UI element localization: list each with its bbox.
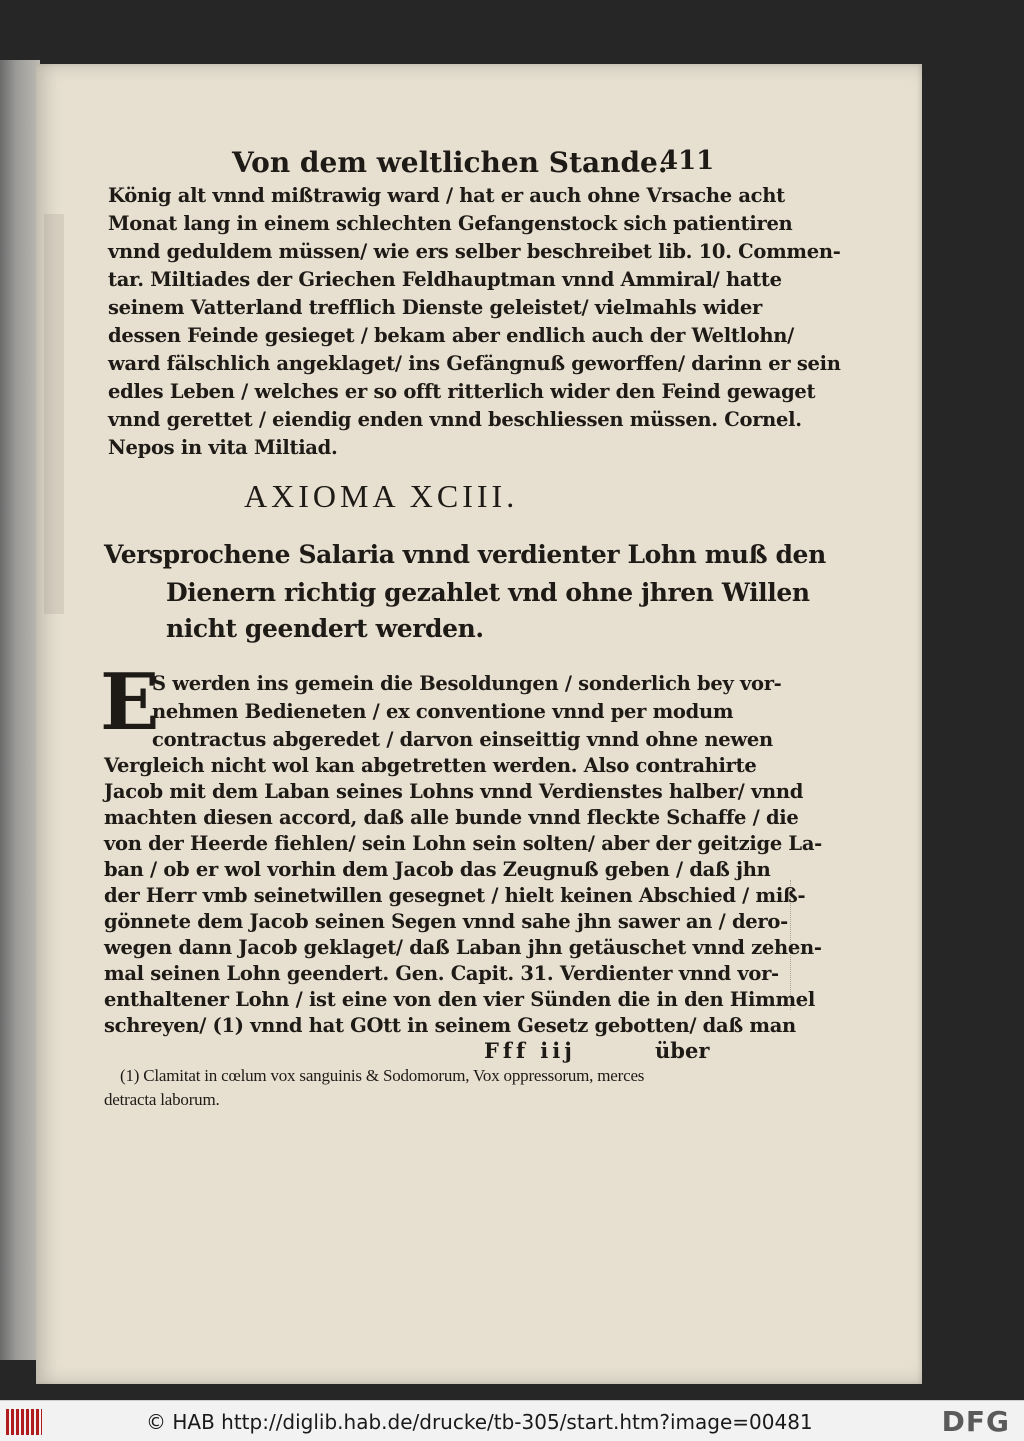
body-line: vnnd gerettet / eiendig enden vnnd beschliessen müssen. Cornel. bbox=[108, 408, 802, 431]
paragraph-line: enthaltener Lohn / ist eine von den vier Sünden die in den Himmel bbox=[104, 988, 816, 1011]
paragraph-line: von der Heerde fiehlen/ sein Lohn sein solten/ aber der geitzige La- bbox=[104, 832, 822, 855]
body-line: seinem Vatterland trefflich Dienste geleistet/ vielmahls wider bbox=[108, 296, 762, 319]
drop-cap: E bbox=[100, 657, 160, 748]
book-edge bbox=[0, 60, 40, 1360]
signature-mark: Fff iij bbox=[484, 1038, 576, 1063]
axiom-heading: AXIOMA XCIII. bbox=[244, 478, 519, 514]
paragraph-line: mal seinen Lohn geendert. Gen. Capit. 31. Verdienter vnnd vor- bbox=[104, 962, 779, 985]
page-number: 411 bbox=[660, 146, 715, 176]
hab-logo-icon bbox=[6, 1409, 42, 1435]
paragraph-line: der Herr vmb seinetwillen gesegnet / hielt keinen Abschied / miß- bbox=[104, 884, 806, 907]
paragraph-line: Jacob mit dem Laban seines Lohns vnnd Verdienstes halber/ vnnd bbox=[104, 780, 804, 803]
body-line: vnnd geduldem müssen/ wie ers selber beschreibet lib. 10. Commen- bbox=[108, 240, 841, 263]
body-line: dessen Feinde gesieget / bekam aber endlich auch der Weltlohn/ bbox=[108, 324, 794, 347]
paragraph-line: nehmen Bedieneten / ex conventione vnnd per modum bbox=[152, 700, 734, 723]
page-stain bbox=[44, 214, 64, 614]
running-head: Von dem weltlichen Stande. bbox=[232, 146, 668, 179]
paragraph-line: schreyen/ (1) vnnd hat GOtt in seinem Gesetz gebotten/ daß man bbox=[104, 1014, 796, 1037]
body-line: Nepos in vita Miltiad. bbox=[108, 436, 338, 459]
body-line: Monat lang in einem schlechten Gefangenstock sich patientiren bbox=[108, 212, 793, 235]
body-line: edles Leben / welches er so offt ritterlich wider den Feind gewaget bbox=[108, 380, 816, 403]
footnote-line: (1) Clamitat in cœlum vox sanguinis & Sodomorum, Vox oppressorum, merces bbox=[120, 1066, 645, 1085]
paragraph-line: S werden ins gemein die Besoldungen / sonderlich bey vor- bbox=[152, 672, 782, 695]
subheading-line: nicht geendert werden. bbox=[166, 614, 484, 643]
dfg-logo: DFG bbox=[941, 1405, 1010, 1438]
viewer-footer bbox=[0, 1400, 1024, 1441]
body-line: König alt vnnd mißtrawig ward / hat er auch ohne Vrsache acht bbox=[108, 184, 785, 207]
body-line: ward fälschlich angeklaget/ ins Gefängnuß geworffen/ darinn er sein bbox=[108, 352, 841, 375]
paragraph-line: wegen dann Jacob geklaget/ daß Laban jhn getäuschet vnnd zehen- bbox=[104, 936, 822, 959]
paragraph-line: ban / ob er wol vorhin dem Jacob das Zeugnuß geben / daß jhn bbox=[104, 858, 771, 881]
paragraph-line: contractus abgeredet / darvon einseittig vnnd ohne newen bbox=[152, 728, 773, 751]
subheading-line: Dienern richtig gezahlet vnd ohne jhren Willen bbox=[166, 578, 810, 607]
footnote-line: detracta laborum. bbox=[104, 1090, 220, 1109]
catchword: über bbox=[655, 1038, 710, 1063]
paragraph-line: machten diesen accord, daß alle bunde vnnd fleckte Schaffe / die bbox=[104, 806, 799, 829]
body-line: tar. Miltiades der Griechen Feldhauptman vnnd Ammiral/ hatte bbox=[108, 268, 782, 291]
copyright-link[interactable]: © HAB http://diglib.hab.de/drucke/tb-305/start.htm?image=00481 bbox=[146, 1410, 813, 1434]
paragraph-line: gönnete dem Jacob seinen Segen vnnd sahe jhn sawer an / dero- bbox=[104, 910, 788, 933]
subheading-line: Versprochene Salaria vnnd verdienter Lohn muß den bbox=[104, 540, 826, 569]
paragraph-line: Vergleich nicht wol kan abgetretten werden. Also contrahirte bbox=[104, 754, 757, 777]
